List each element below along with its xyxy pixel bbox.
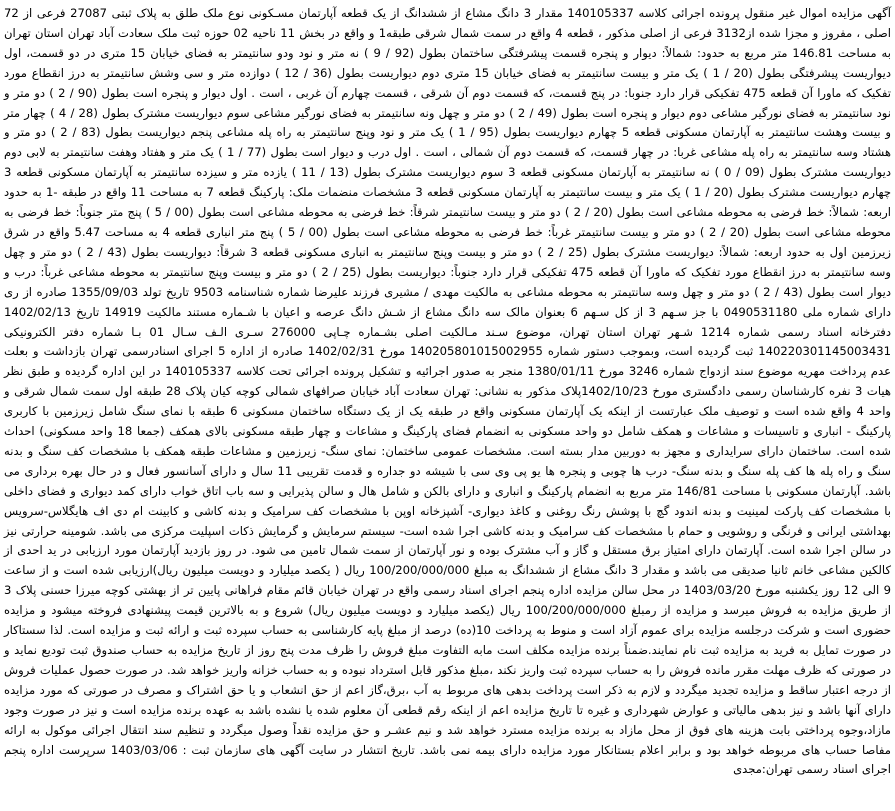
auction-notice-text: آگهی مزایده اموال غیر منقول پرونده اجرائی کلاسه 140105337 مقدار 3 دانگ مشاع از ششدانگ از یک قطعه آپارتمان مسـکونی نوع ملک طلق به پلاک ثبتی 27087 فرعی از 72 اصلی ، مفروز و مجزا شده از3132 فرعی از اصلی مذکور ، قطعه 4 واقع در سمت شمال شرقی طبقه1 و واقع در بخش 11 ناحیه 02 حوزه ثبت ملک سعادت آباد تهران استان تهران به مساحت 146.81 متر مربع به حدود: شمالاً: دیوار و پنجره قسمت پیشرفتگی ساختمان بطول (92 / 9 ) نه متر و نود ودو سانتیمتر به فضای خیابان 15 متری در دو قسمت، اول دیواریست پیشرفتگی بطول (20 / 1 ) یک متر و بیست سانتیمتر به فضای خیابان 15 متری دوم دیواریست بطول (36 / 12 ) دوازده متر و سی وشش سانتیمتر به درز انقطاع مورد تفکیک که ماورا آن قطعه 475 تفکیکی قرار دارد جنوبا: در پنج قسمت، که قسمت دوم آن شرقی ، قسمت چهارم آن غربی ، است . اول دیوار و پنجره است بطول (90 / 2 ) دو متر و نود سانتیمتر به فضای نورگیر مشاعی دوم دیوار و پنجره است بطول (49 / 2 ) دو متر و چهل ونه سانتیمتر به فضای نورگیر مشاعی سوم دیواریست مشترک بطول (28 / 4 ) چهار متر و بیست وهشت سانتیمتر به آپارتمان مسکونی قطعه 5 چهارم دیواریست بطول (95 / 1 ) یک متر و نود وپنج سانتیمتر به راه پله مشاعی پنجم دیواریست بطول (83 / 2 ) دو متر و هشتاد وسه سانتیمتر به راه پله مشاعی غربا: در چهار قسمت، که قسمت دوم آن شمالی ، است . اول درب و دیوار است بطول (77 / 1 ) یک متر و هفتاد وهفت سانتیمتر به لابی دوم دیواریست مشترک بطول (09 / 0 ) نه سانتیمتر به آپارتمان مسکونی قطعه 3 سوم دیواریست مشترک بطول (13 / 11 ) یازده متر و سیزده سانتیمتر به آپارتمان مسکونی قطعه 3 چهارم دیواریست مشترک بطول (20 / 1 ) یک متر و بیست سانتیمتر به آپارتمان مسکونی قطعه 3 مشخصات منضمات ملک: پارکینگ قطعه 7 به مساحت 11 واقع در طبقه -1 به حدود اربعه: شمالاً: خط فرضی به محوطه مشاعی است بطول (20 / 2 ) دو متر و بیست سانتیمتر شرقاً: خط فرضی به محوطه مشاعی است بطول (00 / 5 ) پنج متر جنوباً: خط فرضی به محوطه مشاعی است بطول (20 / 2 ) دو متر و بیست سانتیمتر غرباً: خط فرضی به محوطه مشاعی است بطول (00 / 5 ) پنج متر انباری قطعه 4 به مساحت 5.47 واقع در شرق زیرزمین اول به حدود اربعه: شمالاً: دیواریست مشترک بطول (25 / 2 ) دو متر و بیست وپنج سانتیمتر به انباری مسکونی قطعه 3 شرقاً: دیواریست بطول (43 / 2 ) دو متر و چهل وسه سانتیمتر به درز انقطاع مورد تفکیک که ماورا آن قطعه 475 تفکیکی قرار دارد جنوباً: دیواریست بطول (25 / 2 ) دو متر و بیست وپنج سانتیمتر به محوطه مشاعی غرباً: درب و دیوار است بطول (43 / 2 ) دو متر و چهل وسه سانتیمتر به محوطه مشاعی به مالکیت مهدی / مشیری فرزند علیرضا شماره شناسنامه 9503 تاریخ تولد 1355/09/03 صادره از ری دارای شماره ملی 0490531180 با جز سـهم 3 از کل سـهم 6 بعنوان مالک سه دانگ مشاع از شـش دانگ عرصه و اعیان با شـماره مستند مالکیت 14919 تاریخ 1402/02/13 دفترخانه اسناد رسمی شماره 1214 شـهر تهران استان تهران، موضوع سـند مـالکیت اصلی بشـماره چـاپی 276000 سـری الـف سـال 01 بـا شماره دفتر الکترونیکی 140220301145003431 ثبت گردیده است، وبموجب دستور شماره 140205801015002955 مورخ 1402/02/31 صادره از اداره 5 اجرای اسنادرسمی تهران بازداشت و بعلت عدم پرداخت مهریه موضوع سند ازدواج شماره 3246 مورخ 1380/01/11 منجر به صدور اجرائیه و تشکیل پرونده اجرائی تحت کلاسه 140105337 در این اداره گردیده و طبق نظر هیات 3 نفره کارشناسان رسمی دادگستری مورخ 1402/10/23پلاک مذکور به نشانی: تهران سعادت آباد خیابان صرافهای شمالی کوچه کیان پلاک 28 طبقه اول سمت شمال شرقی و واحد 4 واقع شده است و توصیف ملک عبارتست از اینکه یک آپارتمان مسکونی واقع در طبقه یک از یک دستگاه ساختمان مسکونی 6 طبقه با نمای سنگ شامل زیرزمین با کاربری پارکینگ - انباری و تاسیسات و مشاعات و همکف شامل دو واحد مسکونی به انضمام فضای پارکینگ و مشاعات و چهار طبقه مسکونی بالای همکف (جمعا 18 واحد مسکونی) احداث شده است. ساختمان دارای سرایداری و مجهز به دوربین مدار بسته است. مشخصات عمومی ساختمان: نمای سنگ- زیرزمین و مشاعات طبقه همکف با مشخصات کف سنگ و بدنه سنگ و راه پله ها کف پله سنگ و بدنه سنگ- درب ها چوبی و پنجره ها یو پی وی سی با شیشه دو جداره و قدمت تقریبی 11 سال و دارای آسانسور فعال و در حال بهره برداری می باشد. آپارتمان مسکونی با مساحت 146/81 متر مربع به انضمام پارکینگ و انباری و دارای بالکن و شامل هال و سالن پذیرایی و سه باب اتاق خواب دارای کمد دیواری و فضای داخلی با مشخصات کف پارکت لمینیت و بدنه اندود گچ با پوشش رنگ روغنی و کاغذ دیواری- آشپزخانه اوپن با مشخصات کف سرامیک و بدنه کاشی و کابینت ام دی اف هایگلاس-سرویس بهداشتی ایرانی و فرنگی و روشویی و حمام با مشخصات کف سرامیک و بدنه کاشی اجرا شده است- سیستم سرمایش و گرمایش ذکات اسپلیت مرکزی می باشد. شومینه حرارتی نیز در سالن اجرا شده است. آپارتمان دارای امتیاز برق مستقل و گاز و آب مشترک بوده و نور آپارتمان از سمت شمال تامین می شود. در روز بازدید آپارتمان مورد ارزیابی در ید احدی از کالکین مشاعی خانم ثانیا صدیقی می باشد و مقدار 3 دانگ مشاع از ششدانگ به مبلغ 100/200/000/000 ریال ( یکصد میلیارد و دویست میلیون ریال)ارزیابی شده است و از ساعت 9 الی 12 روز یکشنبه مورخ 1403/03/20 در محل سالن مزایده اداره پنجم اجرای اسناد رسمی واقع در تهران خیابان قائم مقام فراهانی پایین تر از بهشتی کوچه میرزا حسنی پلاک 3 از طریق مزایده به فروش میرسد و مزایده از رمبلغ 100/200/000/000 ریال (یکصد میلیارد و دویست میلیون ریال) شروع و به بالاترین قیمت پیشنهادی فروخته میشود و مزایده حضوری است و شرکت درجلسه مزایده برای عموم آزاد است و منوط به پرداخت 10(ده) درصد از مبلغ پایه کارشناسی به حساب سپرده ثبت و ارائه ثبت و مزایده است. لذا سستاکار در صورت تمایل به فرید به مزایده ثبت نام نمایند.ضمناً برنده مزایده مکلف است مابه التفاوت مبلغ فروش را ظرف مدت پنج روز از تاریخ مزایده به حساب صندوق ثبت تودیع نماید و در صورتی که ظرف مهلت مقرر مانده فروش را به حساب سپرده ثبت واریز نکند ،مبلغ مذکور قابل استرداد نبوده و به حساب خزانه واریز خواهد شد. در صورت حصول عملیات فروش از درجه اعتبار ساقط و مزایده تجدید میگردد و لازم به ذکر است پرداخت بدهی های مربوط به آب ،برق،گاز اعم از حق انشعاب و یا حق اشتراک و مصرف در صورتی که مورد مزایده دارای آنها باشد و نیز بدهی مالیاتی و عوارض شهرداری و غیره تا تاریخ مزایده اعم از اینکه رقم قطعی آن معلوم شده یا نشده باشد به عهده برنده مزایده است و نیز در صورت وجود مازاد،وجوه پرداختی بابت هزینه های فوق از محل مازاد به برنده مزایده مسترد خواهد شد و نیم عشـر و حق مزایده نقداً وصول میگردد و تنظیم سند انتقال اجرائی موکول به ارائه مفاصا حساب های مربوطه خواهد بود و برابر اعلام بستانکار مورد مزایده دارای بیمه نمی باشد. تاریخ انتشار در سایت آگهی های سازمان ثبت : 1403/03/06 سرپرست اداره پنجم اجرای اسناد رسمی تهران:مجدی bbox=[4, 6, 892, 777]
